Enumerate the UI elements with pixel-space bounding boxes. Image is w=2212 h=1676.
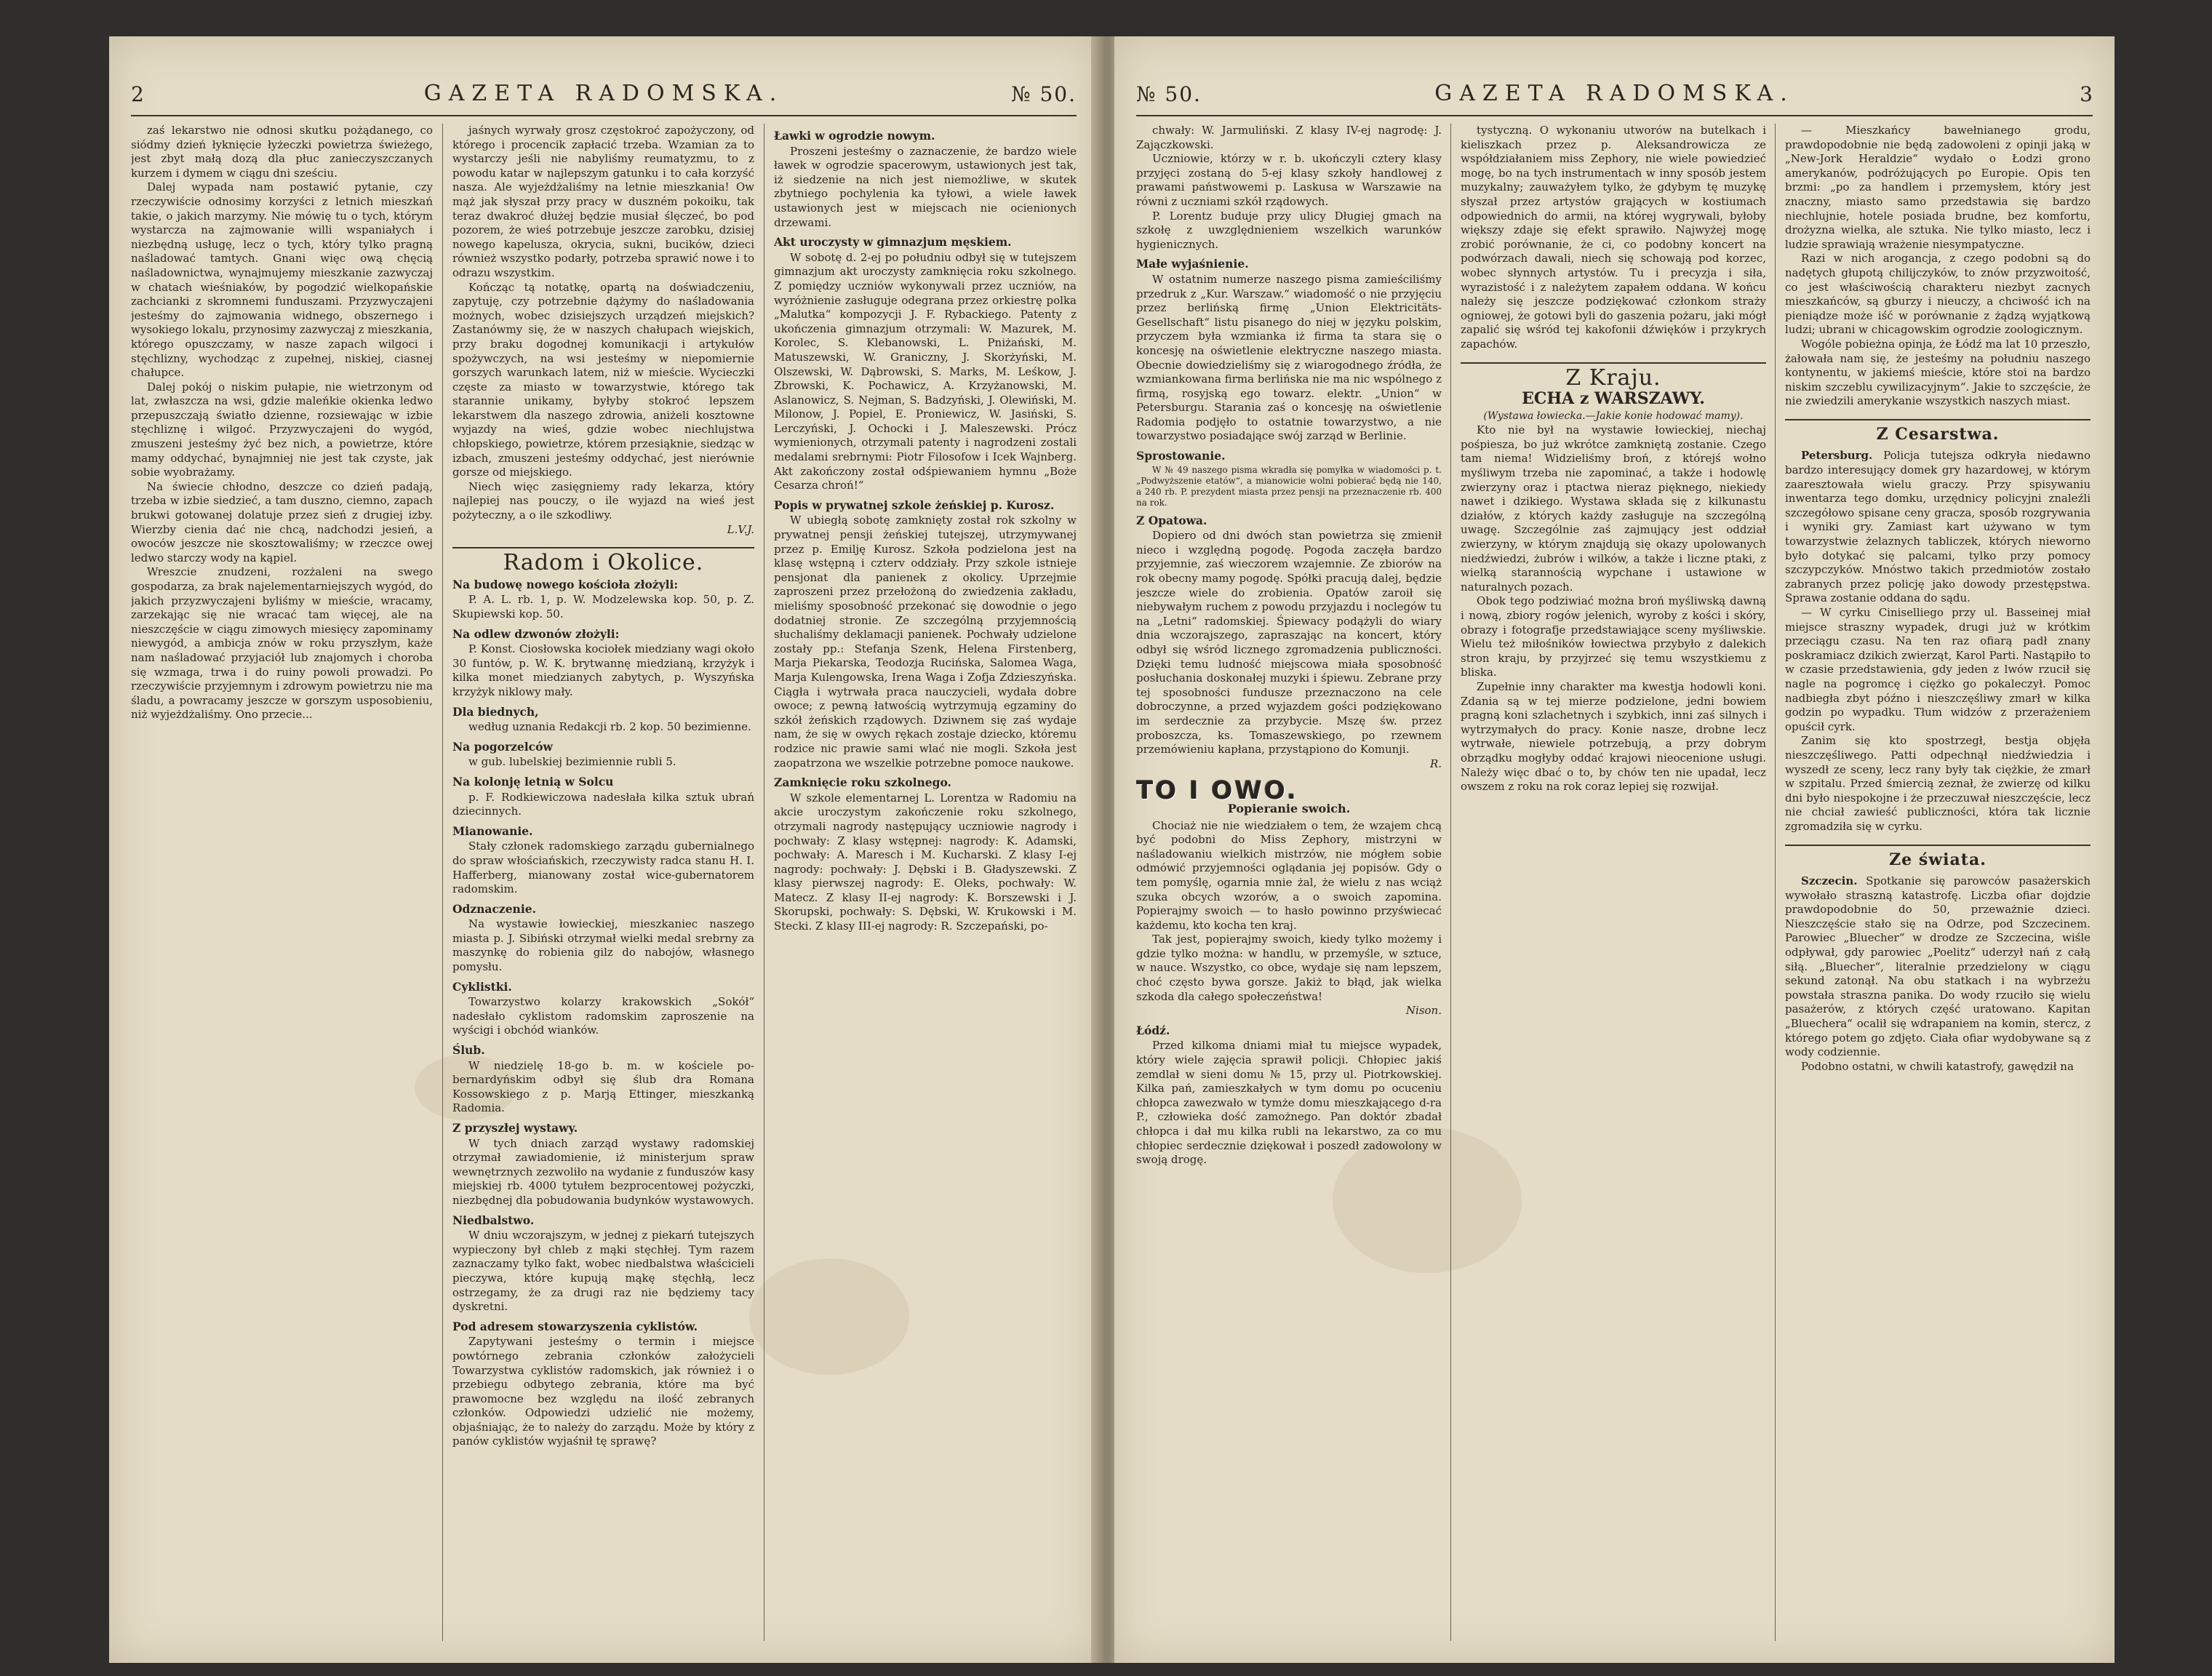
right-column-3: [1785, 124, 2091, 1641]
paragraph: Tak jest, popierajmy swoich, kiedy tylko możemy i gdzie tylko można: w handlu, w przemyśle, w sztuce, w nauce. Wszystko, co obce, wydaje się nam lepszem, choć często bywa gorsze. Jakiż to błąd, jak wielka szkoda dla całego społeczeństwa!: [1136, 933, 1442, 1003]
item-text: P. A. L. rb. 1, p. W. Modzelewska kop. 50, p. Z. Skupiewski kop. 50.: [452, 593, 754, 620]
item-text: Stały członek radomskiego zarządu gubernialnego do spraw włościańskich, rzeczywisty radca stanu H. I. Hafferberg, mianowany został wice-gubernatorem radomskim.: [452, 839, 754, 896]
right-page: [1114, 36, 2115, 1663]
page-number: 3: [2080, 82, 2093, 106]
item-title: Z Opatowa.: [1136, 513, 1207, 527]
issue-number: № 50.: [1011, 82, 1077, 106]
left-column-2: [452, 124, 754, 1641]
item-title: Mianowanie.: [452, 823, 533, 838]
item-title: Niedbalstwo.: [452, 1213, 535, 1227]
paragraph: Wreszcie znudzeni, rozżaleni na swego gospodarza, za brak najelementarniejszych wygód, do jakich przyzwyczajeni byliśmy w mieście, wracamy, zarzekając się nie wracać tam więcej, ale na nieszczęście w ciągu zimowych miesięcy zapominamy niewygód, a ambicja znów w roku przyszłym, każe nam naśladować przyjaciół lub znajomych i choroba się wzmaga, trwa i do ruiny powoli prowadzi. Po rzeczywiście przyjemnym i zdrowym powietrzu nie ma śladu, a powracamy jeszcze w gorszym usposobieniu, niż wyjeżdżaliśmy. Ono przecie...: [131, 565, 433, 722]
item-text: W sobotę d. 2-ej po południu odbył się w tutejszem gimnazjum akt uroczysty zamknięcia roku szkolnego. Z pomiędzy uczniów wykonywali przez uczniów, na wyróżnienie zasługuje odegrana przez orkiestrę polka „Malutka“ kompozycji J. F. Rybackiego. Patenty z ukończenia gimnazjum otrzymali: W. Mazurek, M. Korolec, S. Klebanowski, L. Pniżański, M. Matuszewski, W. Graniczny, J. Skorżyński, M. Olszewski, W. Dąbrowski, S. Marks, M. Leśkow, J. Zbrowski, K. Pochawicz, A. Krzyżanowski, M. Aslanowicz, S. Nejman, S. Badzyński, J. Olewiński, M. Milonow, J. Popiel, E. Proniewicz, W. Jasiński, S. Lerczyński, J. Ochocki i J. Maleszewski. Prócz wymienionych, otrzymali patenty i nagrodzeni zostali medalami srebrnymi: Piotr Filosofow i Icek Wajnberg. Akt zakończony został odśpiewaniem hymnu „Boże Cesarza chroń!“: [774, 250, 1077, 492]
paragraph: Obok tego podziwiać można broń myśliwską dawną i nową, zbiory rogów jelenich, wyroby z kości i skóry, obrazy i fotografje przedstawiające sceny myśliwskie. Wielu też miłośników łowiectwa przybyło z dalekich stron kraju, by przyjrzeć się temu wszystkiemu z bliska.: [1461, 594, 1766, 679]
item-text: W ubiegłą sobotę zamknięty został rok szkolny w prywatnej pensji żeńskiej tutejszej, utrzymywanej przez p. Emilję Kurosz. Szkoła podzielona jest na klasę wstępną i czterv oddziały. Przy szkole istnieje pensjonat dla panienek z okolicy. Uprzejmie zaproszeni przez przełożoną do zwiedzenia zakładu, mieliśmy sposobność przekonać się dowodnie o jego dodatniej stronie. Ze szczególną przyjemnością słuchaliśmy deklamacji panienek. Pochwały udzielone zostały pp.: Stefanja Szenk, Helena Firstenberg, Marja Piekarska, Teodozja Rucińska, Salomea Waga, Marja Kulengowska, Irena Waga i Zofja Zdzieszyńska. Ciągła i wytrwała praca nauczycieli, wydała dobre owoce; z pewną łatwością wytrzymują egzaminy do szkół żeńskich rządowych. Dziwnem się zaś wydaje nam, że się w owych rękach zostaje dziecko, któremu rodzice nic prawie sami wlać nie mogli. Szkoła jest zaopatrzona we wszelkie potrzebne pomoce naukowe.: [774, 514, 1077, 770]
section-subtitle: ECHA z WARSZAWY.: [1522, 389, 1705, 409]
paragraph: Zupełnie inny charakter ma kwestja hodowli koni. Zdania są w tej mierze podzielone, jedni bowiem pragną koni szlachetnych i szybkich, inni zaś silnych i wytrzymałych do pracy. Konie nasze, drobne lecz wytrwałe, niewiele potrzebują, a przy dobrym obrządku mogłyby oddać krajowi nieocenione usługi. Należy więc dbać o to, by chów ten nie upadał, lecz owszem z roku na rok coraz lepiej się rozwijał.: [1461, 679, 1766, 794]
paragraph: Wogóle pobieżna opinja, że Łódź ma lat 10 przeszło, żałowała nam się, że jesteśmy na południu naszego kontynentu, w jakiemś mieście, które stoi na bardzo niskim szczeblu cywilizacyjnym“. Jakie to szczęście, że nie zwiedzili amerykanie wszystkich naszych miast.: [1785, 337, 2091, 408]
item-title: Na budowę nowego kościoła złożyli:: [452, 577, 679, 591]
item-text: Zanim się kto spostrzegł, bestja objęła nieszczęśliwego. Patti odpechnął niedźwiedzia i wyszedł ze sceny, lecz rany były tak ciężkie, że zmarł w szpitalu. Przed śmiercią zeznał, że zwierzę od kilku dni było niespokojne i że przeczuwał nieszczęście, lecz nie chciał zawieść publiczności, która tak licznie zgromadziła się w cyrku.: [1785, 734, 2091, 833]
section-banner-to-i-owo: TO I OWO.: [1136, 776, 1298, 806]
item-text: [1785, 449, 2091, 606]
item-title: Odznaczenie.: [452, 901, 536, 916]
section-note: (Wystawa łowiecka.—Jakie konie hodować mamy).: [1483, 410, 1744, 422]
item-text: Dopiero od dni dwóch stan powietrza się zmienił nieco i względną pogodę. Pogoda zaczęła bardzo przyjemnie, zaś wieczorem wzajemnie. Ze zbiorów na rok obecny mamy pogodę. Spółki pracują dalej, będzie jeszcze wiele do zrobienia. Opatów zaroił się niebywałym ruchem z powodu przyjazdu i noclegów tu na „Letni“ radomskiej. Śpiewacy podążyli do wiary dnia wczorajszego, zapraszając na koncert, który odbył się wśród licznego zgromadzenia publiczności. Dzięki temu ludność miejscowa miała sposobność posłuchania doskonałej muzyki i śpiewu. Zebrane przy tej sposobności fundusze przeznaczono na cele dobroczynne, a przed wyjazdem gości podziękowano im serdecznie za przybycie. Mszę św. przez proboszcza, ks. Tomaszewskiego, po rzewnem przemówieniu kapłana, przystąpiono do Komunji.: [1136, 529, 1442, 757]
item-body: Policja tutejsza odkryła niedawno bardzo interesujący domek gry hazardowej, w którym zaaresztowała wielu graczy. Przy spisywaniu inwentarza tego domku, urzędnicy policyjni znaleźli szczegółowo spisane ceny gracza, sposób rozgrywania i wyniki gry. Zamiast kart używano w tym towarzystwie żelaznych tabliczek, których nieworno było dotykać się palcami, tylko przy pomocy szczypczyków. Mnóstwo takich przedmiotów zostało zabranych przez policję jako dowody przestępstwa. Sprawa zostanie oddana do sądu.: [1785, 449, 2091, 605]
column-rule: [1775, 124, 1776, 1641]
left-column-3: [774, 124, 1077, 1641]
item-text: Proszeni jesteśmy o zaznaczenie, że bardzo wiele ławek w ogrodzie spacerowym, ustawionych jest tak, iż siedzenie na nich jest niemożliwe, w skutek zbytniego pochylenia ka tyłowi, a wiele ławek ustawionych jest w miejscach nie ocienionych drzewami.: [774, 144, 1077, 229]
paragraph: chwały: W. Jarmuliński. Z klasy IV-ej nagrodę: J. Zajączkowski.: [1136, 124, 1442, 151]
item-text: — W cyrku Ciniselliego przy ul. Basseinej miał miejsce straszny wypadek, drugi już w krótkim przeciągu czasu. Na ten raz ofiarą padł znany poskramiacz dzikich zwierząt, Karol Parti. Nastąpiło to w czasie przedstawienia, gdy jeden z lwów rzucił się nagle na pogromcę i ciężko go pokaleczył. Pomoc nadbiegła zbyt późno i nieszczęśliwy zmarł w kilka godzin po wypadku. Tłum widzów z przerażeniem opuścił cyrk.: [1785, 606, 2091, 733]
section-title-cesarstwo: Z Cesarstwa.: [1785, 419, 2091, 442]
item-title: Na odlew dzwonów złożyli:: [452, 626, 620, 641]
item-title: Cyklistki.: [452, 979, 512, 994]
item-title: Szczecin.: [1801, 874, 1858, 888]
item-title: Na kolonję letnią w Solcu: [452, 774, 614, 789]
item-title: Petersburg.: [1801, 449, 1873, 463]
paragraph: Razi w nich arogancja, z czego podobni są do nadętych głupotą chilijczyków, to znów przyzwoitość, co jest właściwością charakteru niezbyt zacnych mieszkańców, są gburzy i nieuczy, a chciwość ich na pieniądze może iść w porównanie z żądzą wyjątkową ludzi; ubrani w chicagowskim ogrodzie zoologicznym.: [1785, 252, 2091, 337]
item-text: P. Konst. Ciosłowska kociołek miedziany wagi około 30 funtów, p. W. K. brytwannę miedzianą, krzyżyk i kilka monet miedzianych zabytych, p. Wyszyńska krzyżyk niklowy mały.: [452, 642, 754, 698]
item-text: W № 49 naszego pisma wkradła się pomyłka w wiadomości p. t. „Podwyższenie etatów“, a mianowicie wolni pobierać będą nie 140, a 240 rb. P. prezydent miasta przez pensji na przeznaczenie rb. 400 na rok.: [1136, 464, 1442, 508]
item-text: według uznania Redakcji rb. 2 kop. 50 bezimienne.: [468, 720, 751, 734]
right-column-1: [1136, 124, 1442, 1641]
paragraph: zaś lekarstwo nie odnosi skutku pożądanego, co siódmy dzień łyknięcie łyżeczki powietrza świeżego, jest zbyt małą dozą dla płuc zanieczyszczanych kurzem i dymem w ciągu dni sześciu.: [131, 124, 433, 180]
item-text: p. F. Rodkiewiczowa nadesłała kilka sztuk ubrań dziecinnych.: [452, 790, 754, 818]
item-text: Podobno ostatni, w chwili katastrofy, gawędził na: [1801, 1059, 2074, 1073]
item-text: W tych dniach zarząd wystawy radomskiej otrzymał zawiadomienie, iż ministerjum spraw wewnętrznych zezwoliło na wydanie z funduszów kasy miejskiej rb. 4000 tytułem bezprocentowej pożyczki, niezbędnej dla pobudowania budynków wystawowych.: [452, 1136, 754, 1207]
item-title: Ślub.: [452, 1043, 485, 1058]
paragraph: jaśnych wyrwały grosz częstokroć zapożyczony, od którego i procencik zapłacić trzeba. Wzamian za to wystarczy jeśli nie nabyliśmy reumatyzmu, to z powodu katar w najlepszym gatunku i to cała korzyść nasza. Ale wyjeżdżaliśmy na letnie mieszkania! Ow mąż jak słyszał przy pracy w duszném pokoiku, tak teraz dwakroć dłużej będzie musiał ślęczeć, bo pod pozorem, że wieś potrzebuje jeszcze zarobku, dzisiej nowego kapelusza, okrycia, sukni, bucików, dzieci również wszystko podarły, potrzeba sprawić nowe i to odrazu wszystkim.: [452, 124, 754, 279]
left-running-header: [131, 71, 1077, 116]
left-page: [109, 36, 1098, 1663]
item-text: W niedzielę 18-go b. m. w kościele po-bernardyńskim odbył się ślub dra Romana Kossowskiego z p. Marją Ettinger, mieszkanką Radomia.: [452, 1058, 754, 1115]
paragraph: Niech więc zasięgniemy rady lekarza, który najlepiej nas pouczy, o ile wyjazd na wieś jest pożyteczny, a o ile szkodliwy.: [452, 479, 754, 522]
item-text: Przed kilkoma dniami miał tu miejsce wypadek, który wiele zajęcia sprawił policji. Chłopiec jakiś zemdlał w sieni domu № 15, przy ul. Piotrkowskiej. Kilka pań, zamieszkałych w tym domu po ocuceniu chłopca zawezwało w tymże domu mieszkającego d-ra P., człowieka dość zamożnego. Pan doktór zbadał chłopca i dał mu kilka rubli na lekarstwo, za co mu chłopiec serdecznie dziękował i poszedł zadowolony w swoją drogę.: [1136, 1039, 1442, 1167]
section-title-radom: Radom i Okolice.: [452, 547, 754, 570]
signature: R.: [1429, 757, 1442, 770]
paragraph: — Mieszkańcy bawełnianego grodu, prawdopodobnie nie będą zadowoleni z opinji jaką w „New-Jork Heraldzie“ wydało o Łodzi grono amerykanów, podróżujących po Europie. Opis ten brzmi: „po za handlem i przemysłem, który jest znaczny, miasto samo przedstawia się bardzo niechlujnie, hotele posiada brudne, bez komfortu, drożyzna wielka, ale sztuka. Nie tylko miasto, lecz i ludzie sprawiają wrażenie niesympatyczne.: [1785, 124, 2091, 251]
item-title: Z przyszłej wystawy.: [452, 1121, 578, 1135]
paragraph: tystyczną. O wykonaniu utworów na butelkach i kieliszkach przez p. Aleksandrowicza ze współdziałaniem miss Zephory, nie wiele powiedzieć mogę, bo na tych instrumentach w inny sposób jestem muzykalny; zauważyłem tylko, że gdybym tę muzykę słyszał przez artystów grających w kostiumach odpowiednich do armii, na której wygrywali, byłoby większy zdaje się efekt sprawiło. Najwyżej mogę zrobić porównanie, że ci, co podobny koncert na podwórzach dawali, niech się schowają pod korzec, wobec słynnych artystów. Tu i precyzja i siła, wyrazistość i z należytem zapałem oddana. W końcu należy się jeszcze podziękować członkom straży ogniowej, że gotowi byli do gaszenia pożaru, jaki mógł zapalić się wśród tej kakofonii dźwięków i przykrych zapachów.: [1461, 124, 1766, 351]
article-title: Popieranie swoich.: [1227, 801, 1351, 815]
left-column-1: [131, 124, 433, 1641]
item-text: W ostatnim numerze naszego pisma zamieściliśmy przedruk z „Kur. Warszaw.“ wiadomość o nie przyjęciu przez berlińską firmę „Union Elektricitäts-Gesellschaft“ listu pisanego do niej w języku polskim, przyczem była wzmianka iż firma ta stara się o koncesję na oświetlenie elektryczne naszego miasta. Obecnie dowiedzieliśmy się z wiarogodnego źródła, że wzmiankowana firma berlińska nie ma nic wspólnego z firmą, rosyjską ego towarz. elektr. „Union“ w Petersburgu. Starania zaś o koncesję na oświetlenie Radomia podjęło to ostatnie towarzystwo, a nie towarzystwo posiadające swój zarząd w Berlinie.: [1136, 272, 1442, 443]
item-title: Zamknięcie roku szkolnego.: [774, 775, 951, 790]
item-text: Zapytywani jesteśmy o termin i miejsce powtórnego zebrania członków założycieli Towarzystwa cyklistów radomskich, jak również i o przebiegu odbytego zebrania, które ma być prawomocne bez względu na ilość zebranych członków. Odpowiedzi udzielić nie możemy, objaśniając, że to należy do zarządu. Może by który z panów cyklistów wyjaśnił tę sprawę?: [452, 1335, 754, 1448]
item-text: W dniu wczorajszym, w jednej z piekarń tutejszych wypieczony był chleb z mąki stęchłej. Tym razem zaznaczamy tylko fakt, wobec niedbalstwa właścicieli pieczywa, które kupują mąkę stęchłą, lecz ostrzegamy, że za drugi raz nie będziemy tacy dyskretni.: [452, 1229, 754, 1314]
item-body: Spotkanie się parowców pasażerskich wywołało straszną katastrofę. Liczba ofiar dojdzie prawdopodobnie do 50, przeważnie dzieci. Nieszczęście stało się na Odrze, pod Szczecinem. Parowiec „Bluecher“ w drodze ze Szczecina, wiśle odpływał, gdy parowiec „Poelitz“ uderzył nań z całą siłą. „Bluecher“, literalnie przedzielony w ciągu sekund zatonął. Na obu statkach i na wybrzeżu powstała straszna panika. Do wody rzuciło się wielu pasażerów, z których część uratowano. Kapitan „Bluechera“ ocalił się wdrapaniem na komin, stercz, z którego potem go zdjęto. Ciała ofiar wydobywane są z wody codziennie.: [1785, 874, 2091, 1059]
paragraph: Chociaż nie nie wiedziałem o tem, że wzajem chcą być podobni do Miss Zephory, mistrzyni w naśladowaniu wielkich mistrzów, nie mógłem sobie odmówić przyjemności oglądania jej popisów. Gdy o tem pomyślę, ogarnia mnie żal, że wielu z nas wciąż szuka obcych wzorów, a o swoich zapomina. Popierajmy swoich — to hasło powinno przyświecać każdemu, kto kocha ten kraj.: [1136, 818, 1442, 932]
page-number: 2: [131, 82, 144, 106]
paragraph: Na świecie chłodno, deszcze co dzień padają, trzeba w izbie siedzieć, a tam duszno, ciemno, zapach brukwi gotowanej dolatuje przez sień z drugiej izby. Wierzby cienia dać nie chcą, nadchodzi jesień, a owoców jeszcze nie skosztowaliśmy; w rzeczce owej ledwo starczy wody na kąpiel.: [131, 479, 433, 564]
item-text: w gub. lubelskiej bezimiennie rubli 5.: [468, 755, 676, 769]
section-title-ze-swiata: Ze świata.: [1785, 845, 2091, 868]
item-text: W szkole elementarnej L. Lorentza w Radomiu na akcie uroczystym zakończenie roku szkolnego, otrzymali nagrody następujący uczniowie nagrody i pochwały: Z klasy wstępnej: nagrody: K. Adamski, pochwały: A. Maresch i M. Kucharski. Z klasy I-ej nagrody: pochwały: J. Dębski i B. Gładyszewski. Z klasy pierwszej nagrody: E. Oleks, pochwały: W. Matecz. Z klasy II-ej nagrody: K. Borszewski i J. Skorupski, pochwały: S. Dębski, W. Krukowski i M. Stecki. Z klasy III-ej nagrody: R. Szczepański, po-: [774, 791, 1077, 933]
paragraph: Kończąc tą notatkę, opartą na doświadczeniu, zapytuję, czy potrzebnie dążymy do naśladowania możnych, wobec dzisiejszych urządzeń miejskich? Zastanówmy się, że w naszych chałupach wiejskich, przy braku dogodnej komunikacji i artykułów spożywczych, na wsi jesteśmy w niepomiernie gorszych warunkach latem, niż w mieście. Wycieczki częste za miasto w towarzystwie, którego tak starannie unikamy, byłyby stokroć lepszem lekarstwem dla naszego zdrowia, aniżeli kosztowne wyjazdy na wieś, gdzie wobec niechlujstwa chłopskiego, powietrze, którem przesiąknie, siedząc w izbach, zmuszeni jesteśmy oddychać, jest nierównie gorsze od miejskiego.: [452, 280, 754, 479]
item-title: Małe wyjaśnienie.: [1136, 257, 1249, 271]
item-title: Na pogorzelców: [452, 739, 553, 754]
item-title: Dla biednych,: [452, 704, 539, 719]
item-title: Akt uroczysty w gimnazjum męskiem.: [774, 235, 1012, 250]
paragraph: Dalej wypada nam postawić pytanie, czy rzeczywiście odnosimy korzyści z letnich mieszkań takie, o jakich marzymy. Nie mówię tu o tych, którym wystarcza na zajmowanie willi wspaniałych i niezbędną usługę, lecz o tych, który tylko pragną naśladować tamtych. Gnani więc ową chęcią naśladownictwa, wynajmujemy mieszkanie zazwyczaj w chatach wieśniaków, by pogodzić wielkopańskie zachcianki z skromnemi funduszami. Przyzwyczajeni jesteśmy do zajmowania widnego, obszernego i wysokiego lokalu, przynosimy zazwyczaj z mieszkania, którego opuszczamy, w nasze zapach wilgoci i stęchlizny, wychodząc z zupełnej, niskiej, ciasnej chałupce.: [131, 180, 433, 380]
paragraph: Kto nie był na wystawie łowieckiej, niechaj pośpiesza, bo już wkrótce zamkniętą zostanie. Czego tam niema! Widzieliśmy broń, z którejś wołno myśliwym trzeba nie zapominać, a także i hodowlę zwierzyny oraz i ptactwa nieraz pięknego, niekiedy nawet i dzikiego. Wystawa składa się z kilkunastu działów, z których każdy zasługuje na szczególną uwagę. Szczególnie zaś zajmujący jest oddział zwierzyny, w którym znajdują się okazy upolowanych niedźwiedzi, żubrów i wilków, a także i liczne ptaki, z wielką starannością wypchane i ustawione w naturalnych pozach.: [1461, 423, 1766, 594]
right-column-2: [1461, 124, 1766, 1641]
section-title-z-kraju: Z Kraju.: [1461, 362, 1766, 386]
issue-number: № 50.: [1136, 82, 1202, 106]
paragraph: Dalej pokój o niskim pułapie, nie wietrzonym od lat, zwłaszcza na wsi, gdzie maleńkie okienka ledwo przepuszczają światło dzienne, rozsiewając w izbie stęchliznę i wilgoć. Przyzwyczajeni do wygód, zmuszeni jesteśmy żyć bez nich, a powietrze, które mamy oddychać, bynajmniej nie jest tak czyste, jak sobie wyobrażamy.: [131, 380, 433, 479]
signature: Nison.: [1405, 1004, 1442, 1018]
paragraph: Uczniowie, którzy w r. b. ukończyli cztery klasy przyjęci zostaną do 5-ej klasy szkoły handlowej z prawami państwowemi p. Laskusa w Warszawie na równi z uczniami szkół rządowych.: [1136, 152, 1442, 208]
signature: L.V.J.: [727, 522, 754, 536]
item-title: Popis w prywatnej szkole żeńskiej p. Kurosz.: [774, 498, 1055, 512]
paragraph: P. Lorentz buduje przy ulicy Długiej gmach na szkołę z uwzględnieniem wszelkich warunków hygienicznych.: [1136, 209, 1442, 251]
item-title: Pod adresem stowarzyszenia cyklistów.: [452, 1319, 698, 1333]
masthead: GAZETA RADOMSKA.: [1434, 81, 1794, 106]
item-text: [1785, 874, 2091, 1060]
column-rule: [442, 124, 443, 1641]
item-title: Sprostowanie.: [1136, 449, 1226, 463]
item-text: Towarzystwo kolarzy krakowskich „Sokół“ nadesłało cyklistom radomskim zaproszenie na wyścigi i obchód wianków.: [452, 995, 754, 1037]
masthead: GAZETA RADOMSKA.: [423, 81, 784, 106]
item-title: Łódź.: [1136, 1023, 1170, 1037]
item-title: Ławki w ogrodzie nowym.: [774, 129, 935, 143]
column-rule: [1450, 124, 1451, 1641]
right-running-header: [1136, 71, 2093, 116]
item-text: Na wystawie łowieckiej, mieszkaniec naszego miasta p. J. Sibiński otrzymał wielki medal srebrny za maszynkę do robienia gilz do nabojów, własnego pomysłu.: [452, 917, 754, 974]
